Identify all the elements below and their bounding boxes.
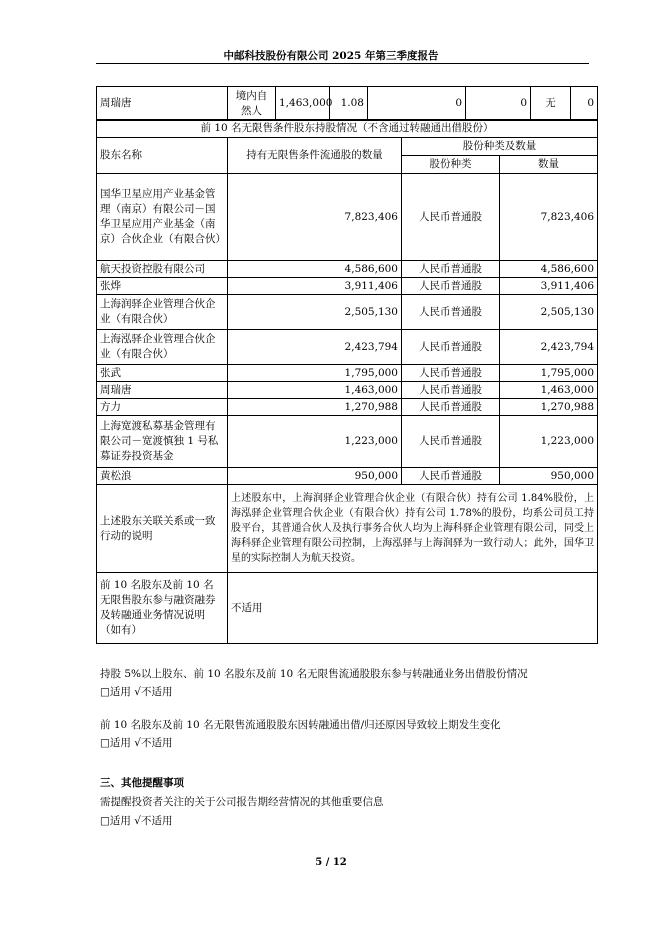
note-change-option: □适用 √不适用 — [100, 737, 173, 749]
table-row — [97, 295, 598, 330]
row-type: 人民币普通股 — [402, 174, 500, 261]
relation-text: 上述股东中，上海润驿企业管理合伙企业（有限合伙）持有公司 1.84%股份，上海泓驿企业管理合伙企业（有限合伙）持有公司 1.78%的股份，均系公司员工持股平台，其普通合伙人及执行事务合伙人均为上海科驿企业管理有限公司，同受上海科驿企业管理有限公司控制，上海泓驿与上海润驿为一致行动人；此外，国华卫星的实际控制人为航天投资。 — [228, 485, 598, 573]
row-name: 张烨 — [97, 278, 228, 295]
row-type: 人民币普通股 — [402, 295, 500, 330]
col-header-qty: 持有无限售条件流通股的数量 — [228, 138, 402, 174]
row-name: 黄松浪 — [97, 468, 228, 485]
margin-text: 不适用 — [228, 573, 598, 644]
top-row-pledge-qty: 0 — [571, 87, 598, 121]
note-lending-text: 持股 5%以上股东、前 10 名股东及前 10 名无限售流通股股东参与转融通业务出借股份情况 — [100, 668, 528, 680]
row-type: 人民币普通股 — [402, 278, 500, 295]
row-name: 张武 — [97, 365, 228, 382]
table-row — [97, 174, 598, 261]
row-amount: 7,823,406 — [500, 174, 598, 261]
top-row-name: 周瑞唐 — [97, 87, 228, 121]
row-name: 航天投资控股有限公司 — [97, 261, 228, 278]
row-name: 上海宽渡私募基金管理有限公司－宽渡慎独 1 号私募证券投资基金 — [97, 416, 228, 468]
row-qty: 2,423,794 — [228, 330, 402, 365]
relation-label: 上述股东关联关系或一致行动的说明 — [97, 485, 228, 573]
table-row — [97, 382, 598, 399]
row-type: 人民币普通股 — [402, 399, 500, 416]
top-row-pledge-status: 无 — [531, 87, 571, 121]
row-amount: 1,223,000 — [500, 416, 598, 468]
row-type: 人民币普通股 — [402, 330, 500, 365]
row-name: 方力 — [97, 399, 228, 416]
note-lending-option: □适用 √不适用 — [100, 686, 173, 698]
top10-unrestricted-table — [96, 119, 598, 644]
table-section-title: 前 10 名无限售条件股东持股情况（不含通过转融通出借股份） — [97, 120, 598, 138]
row-amount: 1,463,000 — [500, 382, 598, 399]
row-qty: 1,223,000 — [228, 416, 402, 468]
row-qty: 3,911,406 — [228, 278, 402, 295]
margin-label: 前 10 名股东及前 10 名无限售股东参与融资融券及转融通业务情况说明（如有） — [97, 573, 228, 644]
section3-option: □适用 √不适用 — [100, 815, 173, 827]
top-row-restricted: 0 — [368, 87, 466, 121]
table-row — [97, 330, 598, 365]
row-name: 上海润驿企业管理合伙企业（有限合伙） — [97, 295, 228, 330]
col-header-amount: 数量 — [500, 156, 598, 174]
page-header: 中邮科技股份有限公司 2025 年第三季度报告 — [223, 50, 439, 62]
row-amount: 1,795,000 — [500, 365, 598, 382]
top-row-nature: 境内自然人 — [228, 87, 276, 121]
col-header-name: 股东名称 — [97, 138, 228, 174]
row-amount: 4,586,600 — [500, 261, 598, 278]
section3-text: 需提醒投资者关注的关于公司报告期经营情况的其他重要信息 — [100, 796, 384, 808]
row-qty: 2,505,130 — [228, 295, 402, 330]
row-qty: 4,586,600 — [228, 261, 402, 278]
page-number: 5 / 12 — [315, 857, 347, 868]
col-header-type: 股份种类 — [402, 156, 500, 174]
row-qty: 7,823,406 — [228, 174, 402, 261]
row-type: 人民币普通股 — [402, 261, 500, 278]
row-amount: 3,911,406 — [500, 278, 598, 295]
table-row — [97, 261, 598, 278]
col-header-type-group: 股份种类及数量 — [402, 138, 598, 156]
row-qty: 950,000 — [228, 468, 402, 485]
header-rule — [96, 63, 589, 64]
row-type: 人民币普通股 — [402, 382, 500, 399]
top-shareholder-row-table — [96, 86, 598, 121]
top-row-ratio: 1.08 — [330, 87, 368, 121]
row-name: 国华卫星应用产业基金管理（南京）有限公司－国华卫星应用产业基金（南京）合伙企业（有限合伙） — [97, 174, 228, 261]
row-amount: 2,423,794 — [500, 330, 598, 365]
row-amount: 950,000 — [500, 468, 598, 485]
row-type: 人民币普通股 — [402, 468, 500, 485]
row-type: 人民币普通股 — [402, 365, 500, 382]
top-row-incl-lent: 0 — [466, 87, 531, 121]
row-qty: 1,463,000 — [228, 382, 402, 399]
table-row — [97, 399, 598, 416]
row-qty: 1,795,000 — [228, 365, 402, 382]
row-qty: 1,270,988 — [228, 399, 402, 416]
top-row-shares: 1,463,000 — [276, 87, 330, 121]
row-type: 人民币普通股 — [402, 416, 500, 468]
row-name: 上海泓驿企业管理合伙企业（有限合伙） — [97, 330, 228, 365]
note-change-text: 前 10 名股东及前 10 名无限售流通股股东因转融通出借/归还原因导致较上期发生变化 — [100, 719, 501, 731]
table-row — [97, 365, 598, 382]
table-row — [97, 278, 598, 295]
table-row — [97, 468, 598, 485]
section3-title: 三、其他提醒事项 — [100, 777, 184, 789]
row-amount: 2,505,130 — [500, 295, 598, 330]
row-name: 周瑞唐 — [97, 382, 228, 399]
table-row — [97, 416, 598, 468]
row-amount: 1,270,988 — [500, 399, 598, 416]
